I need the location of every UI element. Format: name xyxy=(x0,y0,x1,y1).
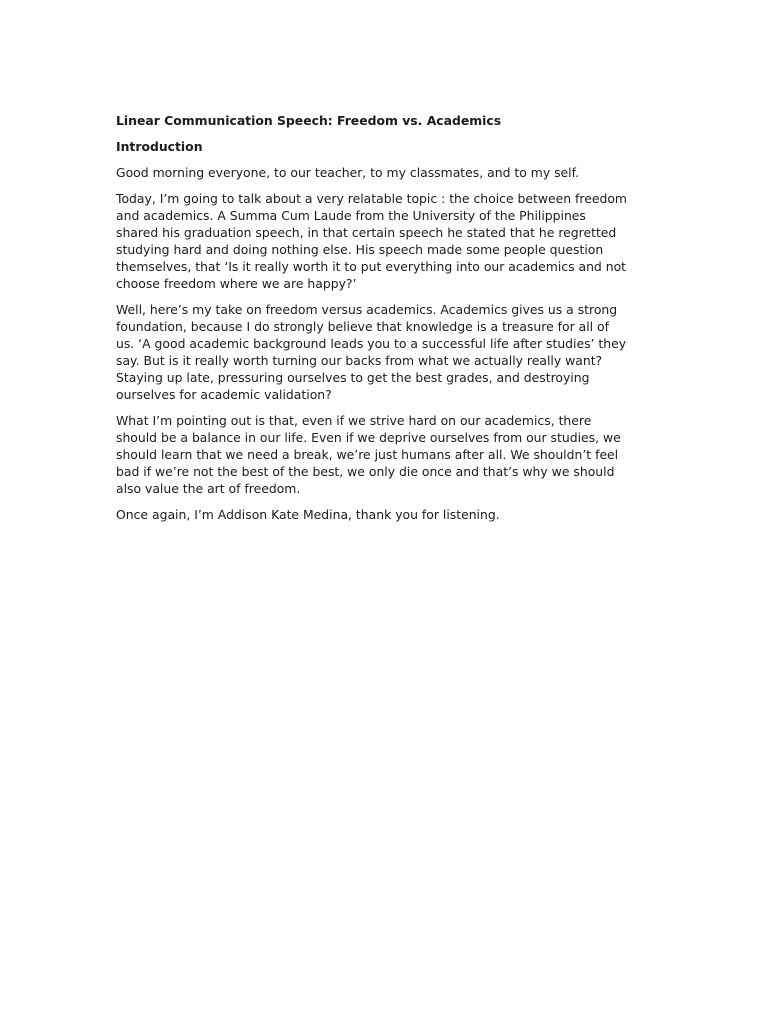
text-line: choose freedom where we are happy?’ xyxy=(116,276,357,291)
paragraph-take xyxy=(116,301,656,403)
text-line: studying hard and doing nothing else. His speech made some people question xyxy=(116,242,604,257)
document-title: Linear Communication Speech: Freedom vs. Academics xyxy=(116,113,502,128)
text-line: What I’m pointing out is that, even if we strive hard on our academics, there xyxy=(116,413,592,428)
text-line: should be a balance in our life. Even if we deprive ourselves from our studies, we xyxy=(116,430,621,445)
text-line: themselves, that ‘Is it really worth it to put everything into our academics and not xyxy=(116,259,627,274)
text-line: Staying up late, pressuring ourselves to get the best grades, and destroying xyxy=(116,370,590,385)
text-line: us. ‘A good academic background leads you to a successful life after studies’ they xyxy=(116,336,627,351)
text-line: and academics. A Summa Cum Laude from the University of the Philippines xyxy=(116,208,586,223)
text-line: say. But is it really worth turning our backs from what we actually really want? xyxy=(116,353,603,368)
text-line: Good morning everyone, to our teacher, to my classmates, and to my self. xyxy=(116,165,580,180)
text-line: should learn that we need a break, we’re just humans after all. We shouldn’t feel xyxy=(116,447,619,462)
document-page xyxy=(116,112,656,532)
paragraph-balance xyxy=(116,412,656,497)
paragraph-greeting xyxy=(116,164,656,181)
text-line: also value the art of freedom. xyxy=(116,481,301,496)
text-line: ourselves for academic validation? xyxy=(116,387,332,402)
paragraph-topic xyxy=(116,190,656,292)
text-line: Today, I’m going to talk about a very relatable topic : the choice between freedom xyxy=(116,191,627,206)
section-heading: Introduction xyxy=(116,139,203,154)
text-line: shared his graduation speech, in that certain speech he stated that he regretted xyxy=(116,225,617,240)
text-line: bad if we’re not the best of the best, we only die once and that’s why we should xyxy=(116,464,615,479)
paragraph-closing xyxy=(116,506,656,523)
text-line: Well, here’s my take on freedom versus academics. Academics gives us a strong xyxy=(116,302,618,317)
text-line: foundation, because I do strongly believe that knowledge is a treasure for all of xyxy=(116,319,609,334)
text-line: Once again, I’m Addison Kate Medina, thank you for listening. xyxy=(116,507,500,522)
